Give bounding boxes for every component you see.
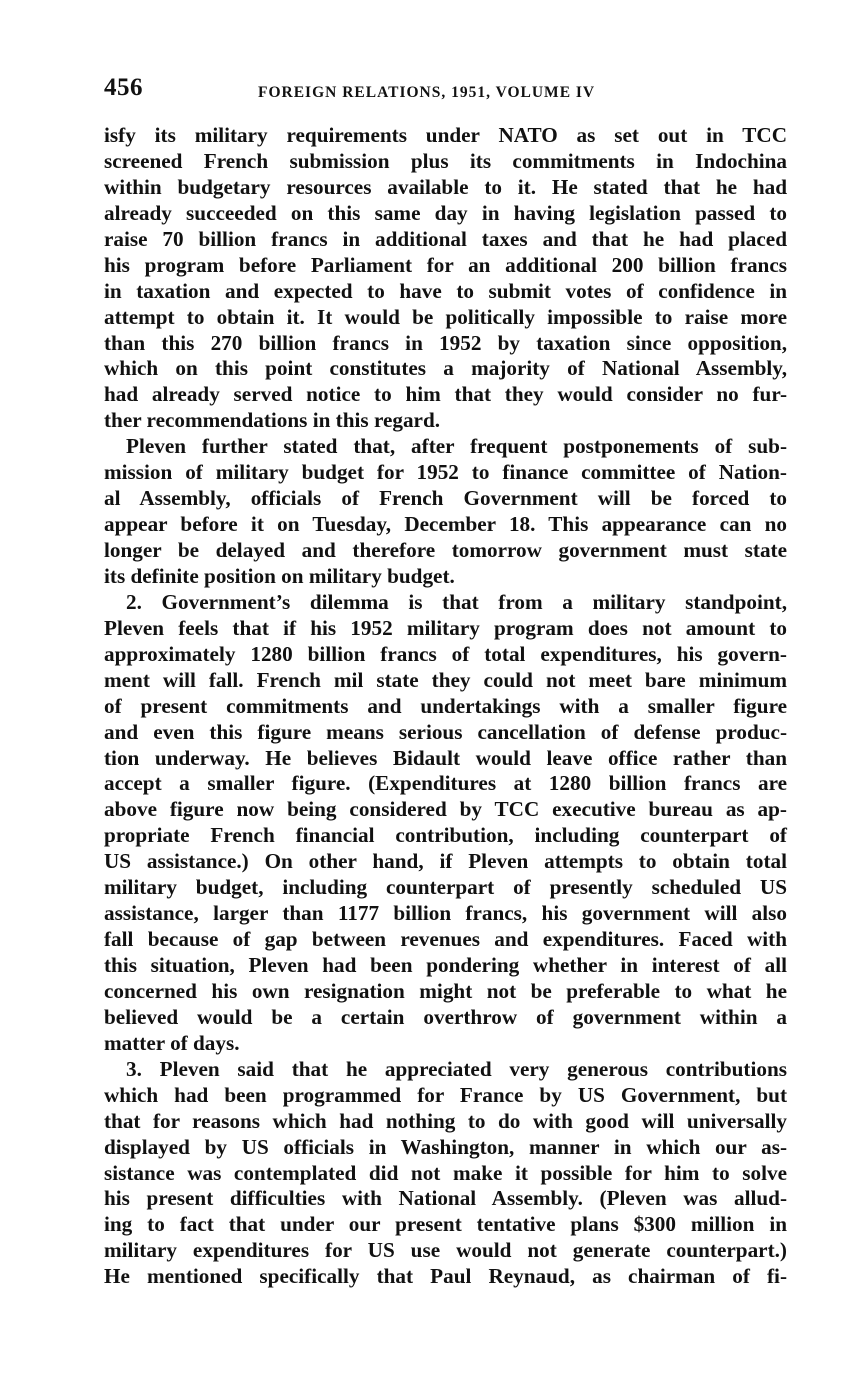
- text-line: screened French submission plus its commitments in Indochina: [104, 148, 787, 173]
- page-number: 456: [104, 74, 143, 101]
- text-line: his program before Parliament for an additional 200 billion francs: [104, 252, 787, 277]
- text-line: Pleven further stated that, after frequent postponements of sub-: [126, 434, 787, 459]
- text-line: 2. Government’s dilemma is that from a military standpoint,: [126, 589, 787, 614]
- text-line: which had been programmed for France by US Government, but: [104, 1082, 787, 1107]
- text-line: of present commitments and undertakings with a smaller figure: [104, 693, 787, 718]
- text-line: had already served notice to him that they would consider no fur-: [104, 382, 787, 407]
- text-line: appear before it on Tuesday, December 18. This appearance can no: [104, 512, 787, 537]
- text-line: ment will fall. French mil state they could not meet bare minimum: [104, 667, 787, 692]
- text-line: ing to fact that under our present tentative plans $300 million in: [104, 1212, 787, 1237]
- body-text: [104, 123, 787, 1290]
- text-line: believed would be a certain overthrow of government within a: [104, 1004, 787, 1029]
- text-line: matter of days.: [104, 1030, 240, 1055]
- text-line: 3. Pleven said that he appreciated very generous contributions: [126, 1056, 787, 1081]
- text-line: longer be delayed and therefore tomorrow government must state: [104, 538, 787, 562]
- text-line: mission of military budget for 1952 to finance committee of Nation-: [104, 460, 787, 485]
- text-line: attempt to obtain it. It would be politically impossible to raise more: [104, 304, 787, 329]
- text-line: isfy its military requirements under NATO as set out in TCC: [104, 123, 787, 147]
- text-line: above figure now being considered by TCC executive bureau as ap-: [104, 797, 787, 822]
- text-line: He mentioned specifically that Paul Reynaud, as chairman of fi-: [104, 1264, 787, 1289]
- text-line: military expenditures for US use would not generate counterpart.): [104, 1238, 787, 1263]
- text-line: approximately 1280 billion francs of total expenditures, his govern-: [104, 641, 787, 666]
- text-line: which on this point constitutes a majority of National Assembly,: [104, 356, 787, 381]
- text-line: within budgetary resources available to it. He stated that he had: [104, 174, 787, 199]
- text-line: already succeeded on this same day in having legislation passed to: [104, 200, 787, 225]
- text-line: assistance, larger than 1177 billion francs, his government will also: [104, 901, 787, 926]
- text-line: al Assembly, officials of French Government will be forced to: [104, 486, 787, 511]
- text-line: accept a smaller figure. (Expenditures at 1280 billion francs are: [104, 771, 787, 796]
- text-line: tion underway. He believes Bidault would leave office rather than: [104, 745, 787, 770]
- text-line: that for reasons which had nothing to do with good will universally: [104, 1108, 787, 1133]
- running-head: FOREIGN RELATIONS, 1951, VOLUME IV: [258, 84, 596, 101]
- text-line: military budget, including counterpart of presently scheduled US: [104, 875, 787, 900]
- text-line: in taxation and expected to have to submit votes of confidence in: [104, 278, 787, 303]
- text-line: Pleven feels that if his 1952 military program does not amount to: [104, 615, 787, 640]
- text-line: sistance was contemplated did not make it possible for him to solve: [104, 1160, 787, 1185]
- page-header: [104, 74, 784, 110]
- text-line: US assistance.) On other hand, if Pleven attempts to obtain total: [104, 849, 787, 874]
- text-line: than this 270 billion francs in 1952 by taxation since opposition,: [104, 330, 787, 355]
- text-line: fall because of gap between revenues and expenditures. Faced with: [104, 927, 787, 952]
- text-line: concerned his own resignation might not be preferable to what he: [104, 978, 787, 1003]
- text-line: its definite position on military budget.: [104, 563, 455, 588]
- text-line: this situation, Pleven had been pondering whether in interest of all: [104, 953, 787, 977]
- text-line: his present difficulties with National Assembly. (Pleven was allud-: [104, 1186, 787, 1211]
- text-line: raise 70 billion francs in additional taxes and that he had placed: [104, 226, 787, 251]
- text-line: and even this figure means serious cancellation of defense produc-: [104, 719, 787, 744]
- text-line: displayed by US officials in Washington, manner in which our as-: [104, 1134, 787, 1159]
- text-line: ther recommendations in this regard.: [104, 408, 441, 433]
- text-line: propriate French financial contribution, including counterpart of: [104, 823, 787, 848]
